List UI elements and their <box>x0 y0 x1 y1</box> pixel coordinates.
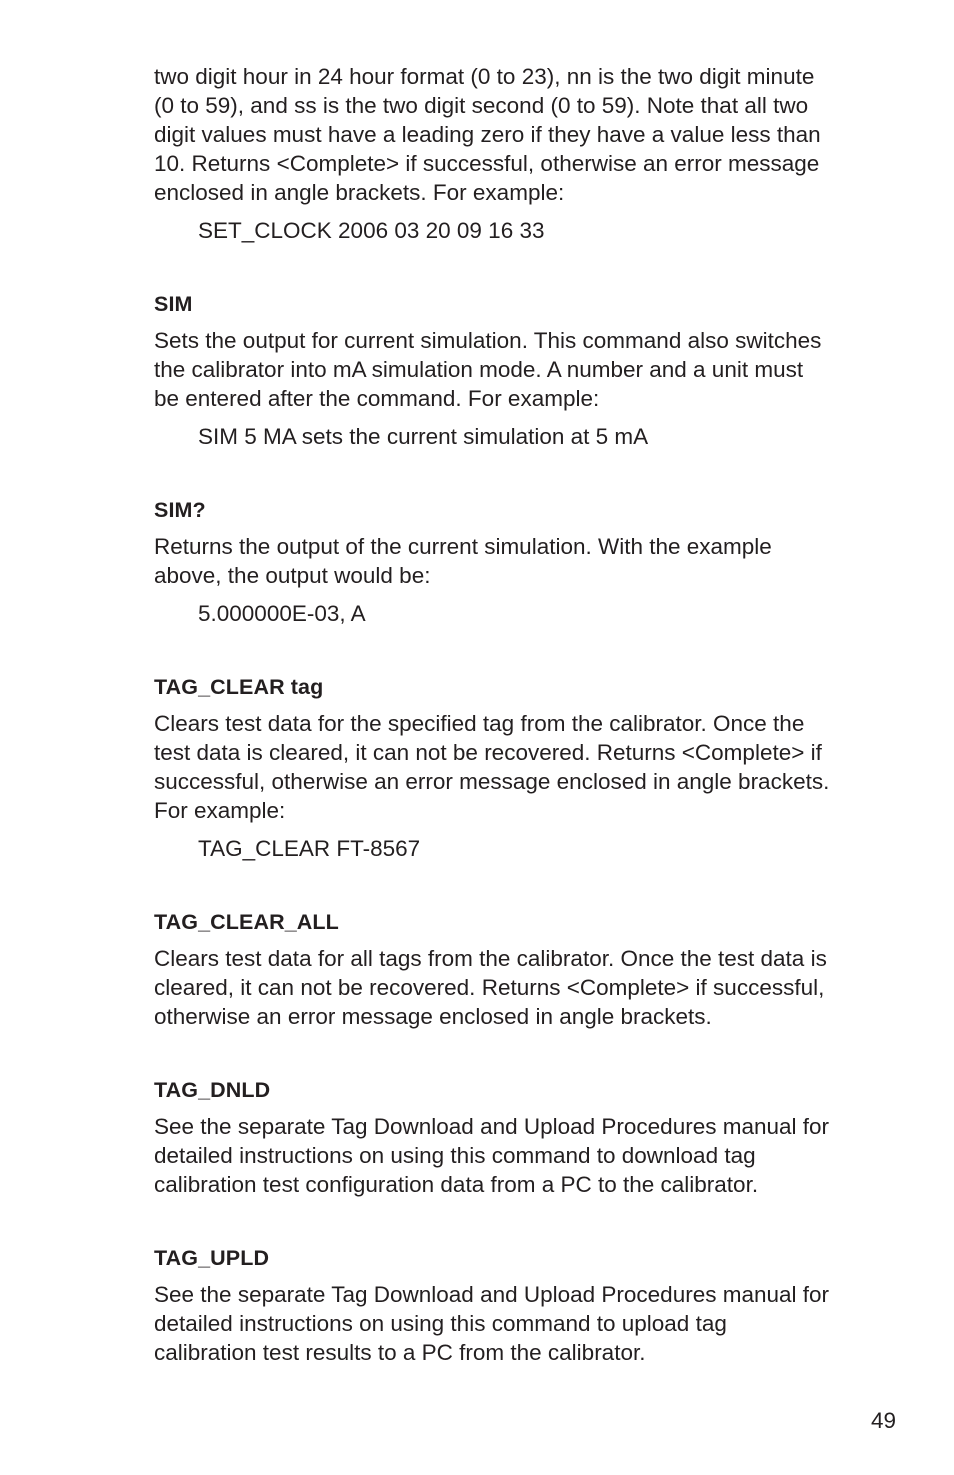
section-sim <box>154 290 894 451</box>
section-heading: TAG_UPLD <box>154 1246 270 1270</box>
section-example: 5.000000E-03, A <box>198 601 366 626</box>
section-heading: SIM? <box>154 498 206 522</box>
section-example: TAG_CLEAR FT-8567 <box>198 836 421 861</box>
section-tag-clear <box>154 673 894 863</box>
section-sim-query <box>154 496 894 628</box>
section-paragraph: See the separate Tag Download and Upload Procedures manual for detailed instructions on using this command to upload tag calibration test results to a PC from the calibrator. <box>154 1282 830 1365</box>
intro-block <box>154 62 894 245</box>
section-paragraph: Clears test data for all tags from the calibrator. Once the test data is cleared, it can not be recovered. Returns <Complete> if successful, otherwise an error message enclosed in angle brackets. <box>154 946 827 1029</box>
section-example: SIM 5 MA sets the current simulation at 5 mA <box>198 424 649 449</box>
section-heading: TAG_CLEAR tag <box>154 675 324 699</box>
section-heading: SIM <box>154 292 193 316</box>
section-tag-upld <box>154 1244 894 1367</box>
section-tag-dnld <box>154 1076 894 1199</box>
document-page <box>154 62 894 1367</box>
section-paragraph: Returns the output of the current simulation. With the example above, the output would be: <box>154 534 772 588</box>
section-paragraph: See the separate Tag Download and Upload Procedures manual for detailed instructions on using this command to download tag calibration test configuration data from a PC to the calibrator. <box>154 1114 830 1197</box>
page-number: 49 <box>870 1408 896 1433</box>
section-paragraph: Sets the output for current simulation. This command also switches the calibrator into mA simulation mode. A number and a unit must be entered after the command. For example: <box>154 328 822 411</box>
section-paragraph: Clears test data for the specified tag from the calibrator. Once the test data is cleared, it can not be recovered. Returns <Complete> if successful, otherwise an error message enclosed in angle brackets. For example: <box>154 711 830 823</box>
section-heading: TAG_DNLD <box>154 1078 271 1102</box>
section-tag-clear-all <box>154 908 894 1031</box>
section-heading: TAG_CLEAR_ALL <box>154 910 339 934</box>
intro-paragraph: two digit hour in 24 hour format (0 to 23), nn is the two digit minute (0 to 59), and ss is the two digit second (0 to 59). Note that all two digit values must have a leading zero if they have a value less than 10. Returns <Complete> if successful, otherwise an error message enclosed in angle brackets. For example: <box>154 64 821 205</box>
intro-example: SET_CLOCK 2006 03 20 09 16 33 <box>198 218 545 243</box>
